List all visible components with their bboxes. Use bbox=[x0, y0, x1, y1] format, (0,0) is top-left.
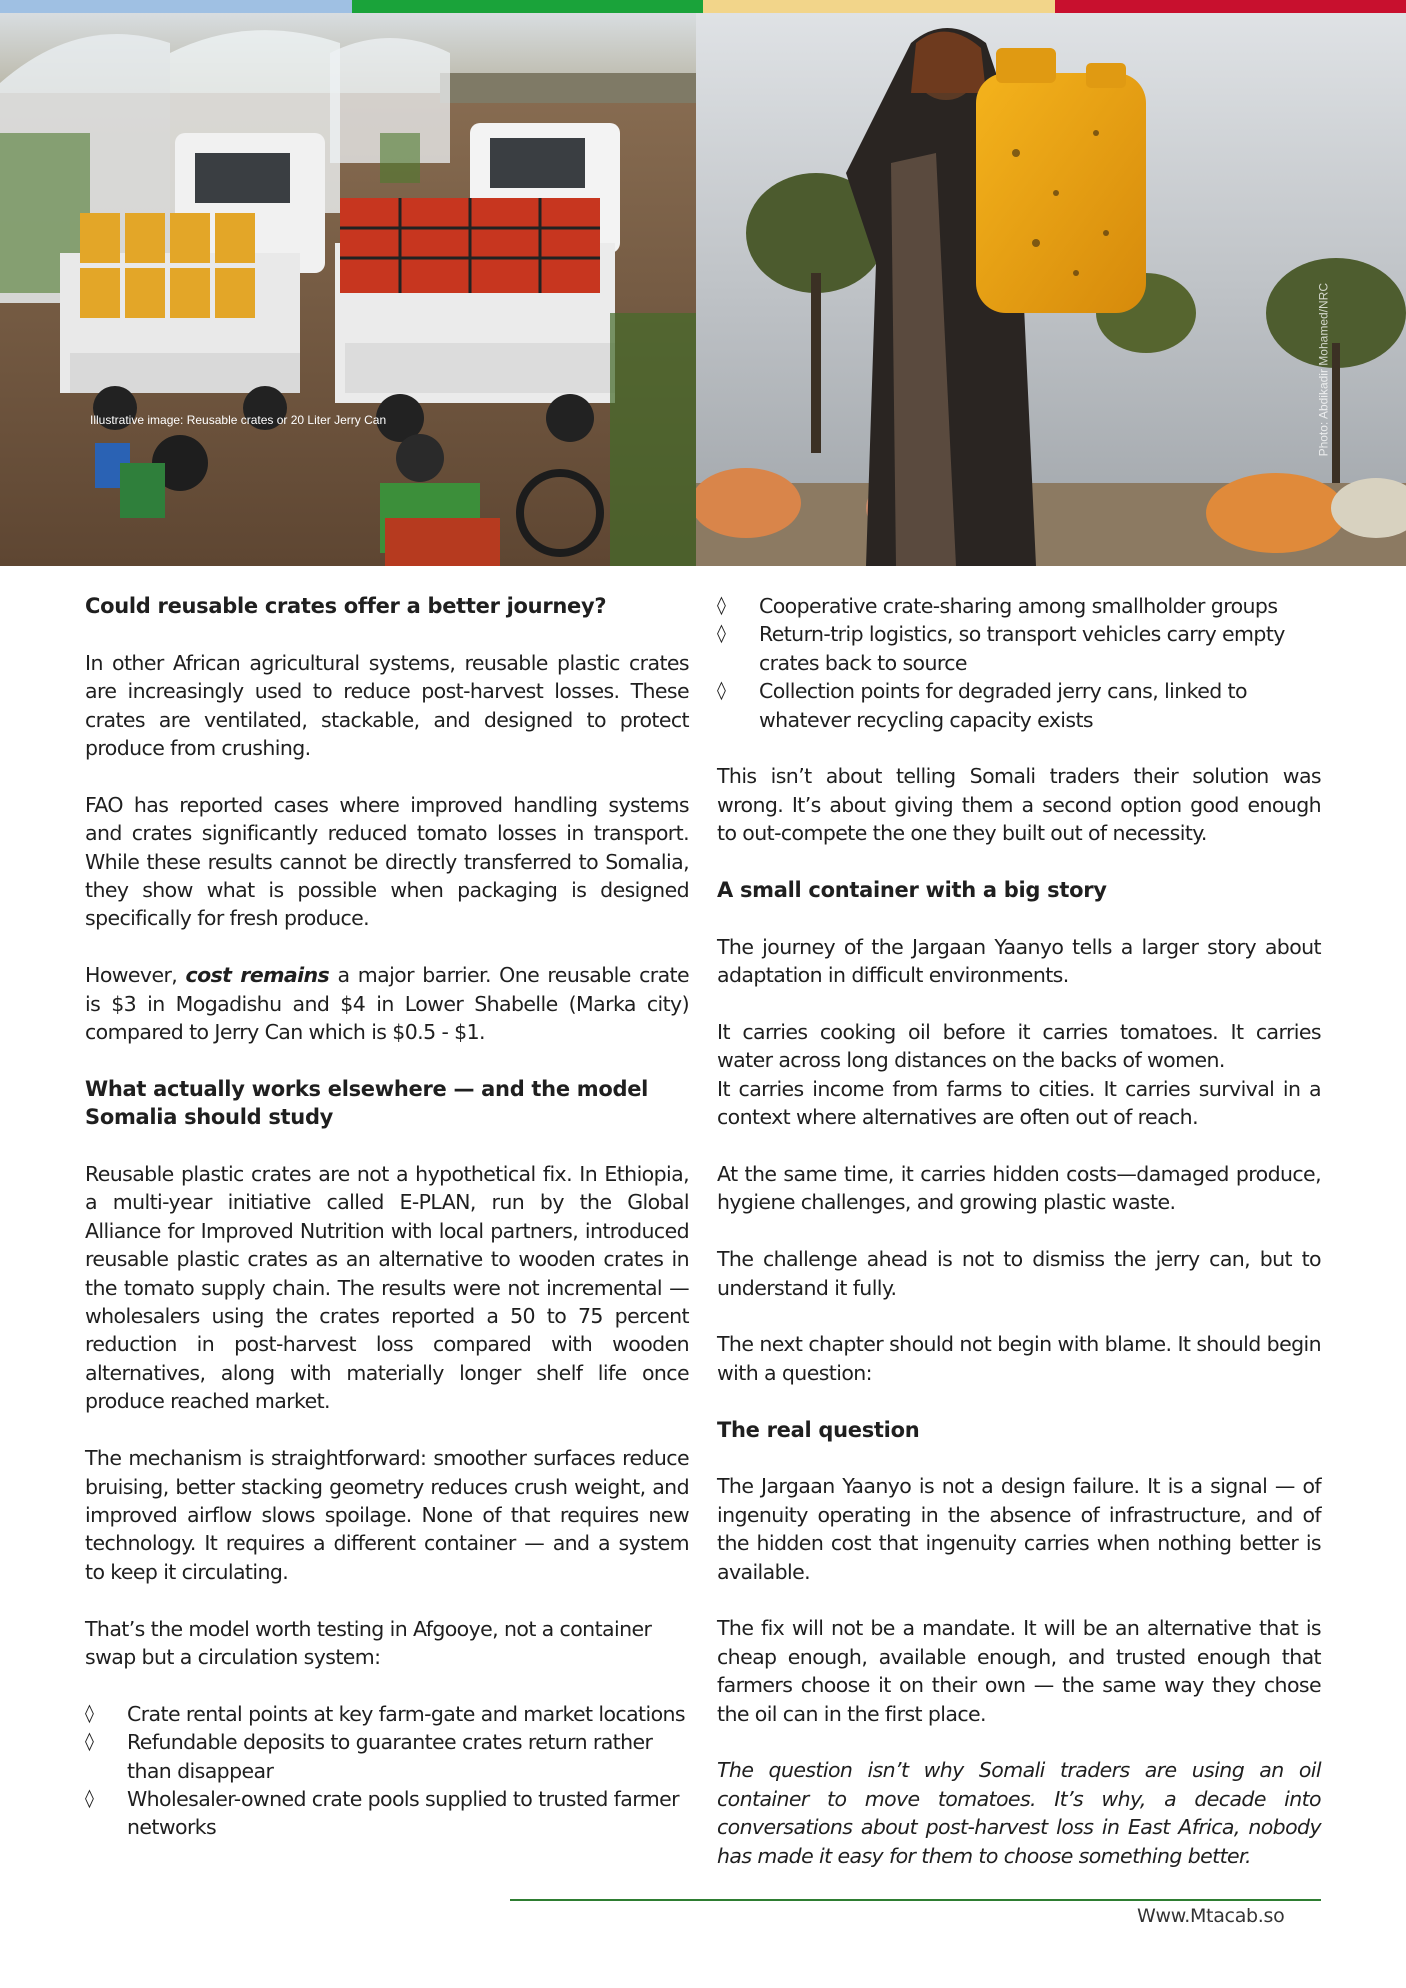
list-item bbox=[717, 592, 1321, 620]
photo-credit: Photo: Abdikadir Mohamed/NRC bbox=[1316, 283, 1330, 457]
right-column bbox=[717, 592, 1321, 1899]
diamond-bullet-icon: ◊ bbox=[717, 595, 726, 616]
color-bar-yellow bbox=[703, 0, 1055, 13]
paragraph: The challenge ahead is not to dismiss the jerry can, but to understand it fully. bbox=[717, 1247, 1321, 1300]
heading-small-container: A small container with a big story bbox=[717, 878, 1107, 903]
heading-reusable-crates: Could reusable crates offer a better journey? bbox=[85, 594, 607, 618]
paragraph-cost bbox=[85, 961, 689, 1046]
diamond-bullet-icon: ◊ bbox=[85, 1702, 94, 1724]
list-item-text: Cooperative crate-sharing among smallholder groups bbox=[759, 594, 1278, 618]
photo-caption: Illustrative image: Reusable crates or 20 Liter Jerry Can bbox=[90, 413, 387, 427]
closing-quote: The question isn’t why Somali traders are using an oil container to move tomatoes. It’s why, a decade into conversations about post-harvest loss in East Africa, nobody has made it easy for them to choose something better. bbox=[717, 1758, 1321, 1868]
list-item bbox=[85, 1700, 689, 1728]
heading-what-works-elsewhere: What actually works elsewhere — and the model Somalia should study bbox=[85, 1076, 649, 1130]
paragraph: The Jargaan Yaanyo is not a design failure. It is a signal — of ingenuity operating in the absence of infrastructure, and of the hidden cost that ingenuity carries when nothing better is available. bbox=[717, 1474, 1321, 1584]
paragraph: The journey of the Jargaan Yaanyo tells a larger story about adaptation in difficult environments. bbox=[717, 934, 1321, 988]
photo-woman-jerry-can bbox=[696, 13, 1406, 566]
paragraph: The mechanism is straightforward: smoother surfaces reduce bruising, better stacking geometry reduces crush weight, and improved airflow slows spoilage. None of that requires new technology. It requires a different container — and a system to keep it circulating. bbox=[85, 1446, 689, 1584]
paragraph: At the same time, it carries hidden costs—damaged produce, hygiene challenges, and growing plastic waste. bbox=[717, 1162, 1321, 1215]
bullet-list bbox=[717, 592, 1321, 734]
paragraph: The fix will not be a mandate. It will be an alternative that is cheap enough, available enough, and trusted enough that farmers choose it on their own — the same way they chose the oil can in the first place. bbox=[717, 1616, 1321, 1726]
paragraph: That’s the model worth testing in Afgooye, not a container swap but a circulation system: bbox=[85, 1616, 652, 1669]
list-item-text: Collection points for degraded jerry cans, linked to whatever recycling capacity exists bbox=[759, 679, 1247, 732]
color-bar-red bbox=[1055, 0, 1406, 13]
list-item-text: Crate rental points at key farm-gate and market locations bbox=[127, 1701, 685, 1726]
footer-divider bbox=[510, 1899, 1321, 1901]
text-span: a major barrier. One reusable crate is $3 in Mogadishu and $4 in Lower Shabelle (Marka city) compared to Jerry Can which is $0.5 - $1. bbox=[85, 963, 689, 1045]
list-item-text: Wholesaler-owned crate pools supplied to trusted farmer networks bbox=[127, 1786, 679, 1840]
paragraph: In other African agricultural systems, reusable plastic crates are increasingly used to reduce post-harvest losses. These crates are ventilated, stackable, and designed to protect produce from crushing. bbox=[85, 650, 689, 761]
top-color-bar bbox=[0, 0, 1406, 13]
heading-real-question: The real question bbox=[717, 1417, 920, 1442]
color-bar-blue bbox=[0, 0, 352, 13]
list-item bbox=[85, 1785, 689, 1842]
diamond-bullet-icon: ◊ bbox=[717, 680, 726, 702]
text-span: It carries income from farms to cities. It carries survival in a context where alternatives are often out of reach. bbox=[717, 1076, 1321, 1130]
diamond-bullet-icon: ◊ bbox=[85, 1787, 94, 1809]
header-photos bbox=[0, 13, 1406, 566]
list-item bbox=[85, 1728, 689, 1785]
paragraph: This isn’t about telling Somali traders their solution was wrong. It’s about giving them a second option good enough to out-compete the one they built out of necessity. bbox=[717, 764, 1321, 846]
paragraph: Reusable plastic crates are not a hypothetical fix. In Ethiopia, a multi-year initiative called E-PLAN, run by the Global Alliance for Improved Nutrition with local partners, introduced reusable plastic crates as an alternative to wooden crates in the tomato supply chain. The results were not incremental — wholesalers using the crates reported a 50 to 75 percent reduction in post-harvest loss compared with wooden alternatives, along with materially longer shelf life once produce reached market. bbox=[85, 1162, 689, 1414]
photo-trucks-crates bbox=[0, 13, 696, 566]
diamond-bullet-icon: ◊ bbox=[85, 1731, 94, 1753]
color-bar-green bbox=[352, 0, 704, 13]
emphasis-cost-remains: cost remains bbox=[185, 963, 330, 988]
text-span: It carries cooking oil before it carries tomatoes. It carries water across long distances on the backs of women. bbox=[717, 1020, 1321, 1073]
list-item bbox=[717, 620, 1321, 677]
list-item bbox=[717, 677, 1321, 734]
footer-website: Www.Mtacab.so bbox=[1137, 1905, 1285, 1927]
paragraph-carries bbox=[717, 1018, 1321, 1132]
left-column bbox=[85, 592, 689, 1870]
list-item-text: Return-trip logistics, so transport vehicles carry empty crates back to source bbox=[759, 622, 1285, 675]
paragraph: FAO has reported cases where improved handling systems and crates significantly reduced tomato losses in transport. While these results cannot be directly transferred to Somalia, they show what is possible when packaging is designed specifically for fresh produce. bbox=[85, 792, 689, 931]
bullet-list bbox=[85, 1700, 689, 1842]
list-item-text: Refundable deposits to guarantee crates return rather than disappear bbox=[127, 1730, 653, 1783]
diamond-bullet-icon: ◊ bbox=[717, 623, 726, 645]
text-span: However, bbox=[85, 963, 186, 988]
paragraph: The next chapter should not begin with blame. It should begin with a question: bbox=[717, 1332, 1321, 1385]
